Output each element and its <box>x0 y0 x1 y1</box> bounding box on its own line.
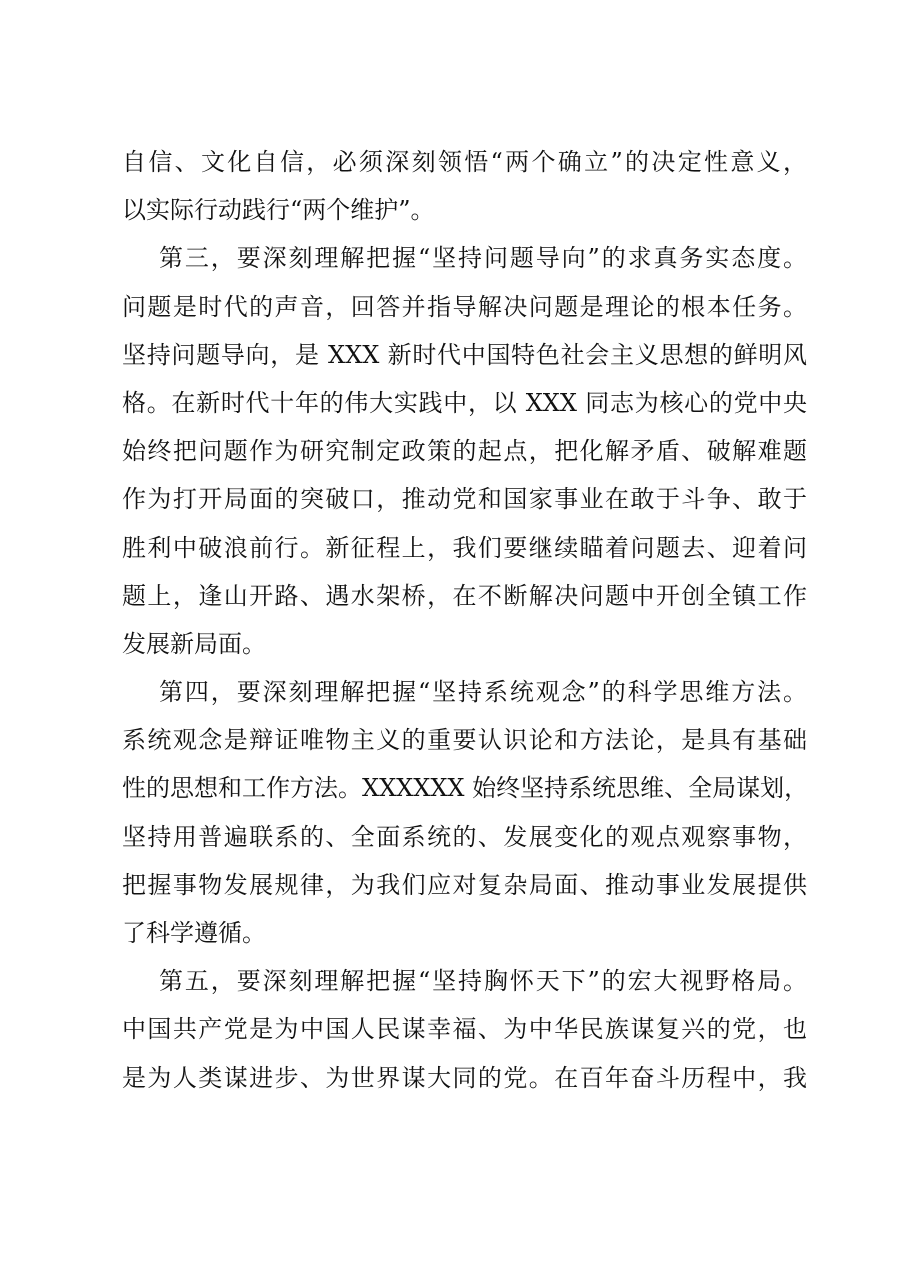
text-line: 以实际行动践行“两个维护”。 <box>122 196 435 225</box>
text-line: 是为人类谋进步、为世界谋大同的党。在百年奋斗历程中，我 <box>122 1063 807 1092</box>
paragraph-fourth <box>122 668 807 957</box>
paragraph-third <box>122 234 807 668</box>
text-line: 中国共产党是为中国人民谋幸福、为中华民族谋复兴的党，也 <box>122 1015 807 1044</box>
text-line: 始终把问题作为研究制定政策的起点，把化解矛盾、破解难题 <box>122 437 807 466</box>
text-line: 了科学遵循。 <box>122 919 266 947</box>
text-line: 系统观念是辩证唯物主义的重要认识论和方法论，是具有基础 <box>122 726 807 755</box>
document-body <box>122 138 807 1102</box>
text-line: 胜利中破浪前行。新征程上，我们要继续瞄着问题去、迎着问 <box>122 533 807 562</box>
text-line: 作为打开局面的突破口，推动党和国家事业在敢于斗争、敢于 <box>122 485 807 514</box>
paragraph-first-line: 第四，要深刻理解把握“坚持系统观念”的科学思维方法。 <box>159 678 807 707</box>
paragraph-fifth <box>122 957 807 1102</box>
text-line: 坚持问题导向，是 XXX 新时代中国特色社会主义思想的鲜明风 <box>122 340 807 369</box>
paragraph-first-line: 第三，要深刻理解把握“坚持问题导向”的求真务实态度。 <box>159 244 807 273</box>
text-line: 性的思想和工作方法。XXXXXX 始终坚持系统思维、全局谋划， <box>122 774 809 803</box>
paragraph-continued <box>122 138 807 234</box>
text-line: 把握事物发展规律，为我们应对复杂局面、推动事业发展提供 <box>122 870 807 899</box>
text-line: 问题是时代的声音，回答并指导解决问题是理论的根本任务。 <box>122 292 807 321</box>
text-line: 格。在新时代十年的伟大实践中，以 XXX 同志为核心的党中央 <box>122 388 807 417</box>
text-line: 坚持用普遍联系的、全面系统的、发展变化的观点观察事物， <box>122 822 807 851</box>
text-line: 自信、文化自信，必须深刻领悟“两个确立”的决定性意义， <box>122 148 807 176</box>
paragraph-first-line: 第五，要深刻理解把握“坚持胸怀天下”的宏大视野格局。 <box>159 967 807 996</box>
text-line: 题上，逢山开路、遇水架桥，在不断解决问题中开创全镇工作 <box>122 581 807 610</box>
text-line: 发展新局面。 <box>122 629 266 658</box>
